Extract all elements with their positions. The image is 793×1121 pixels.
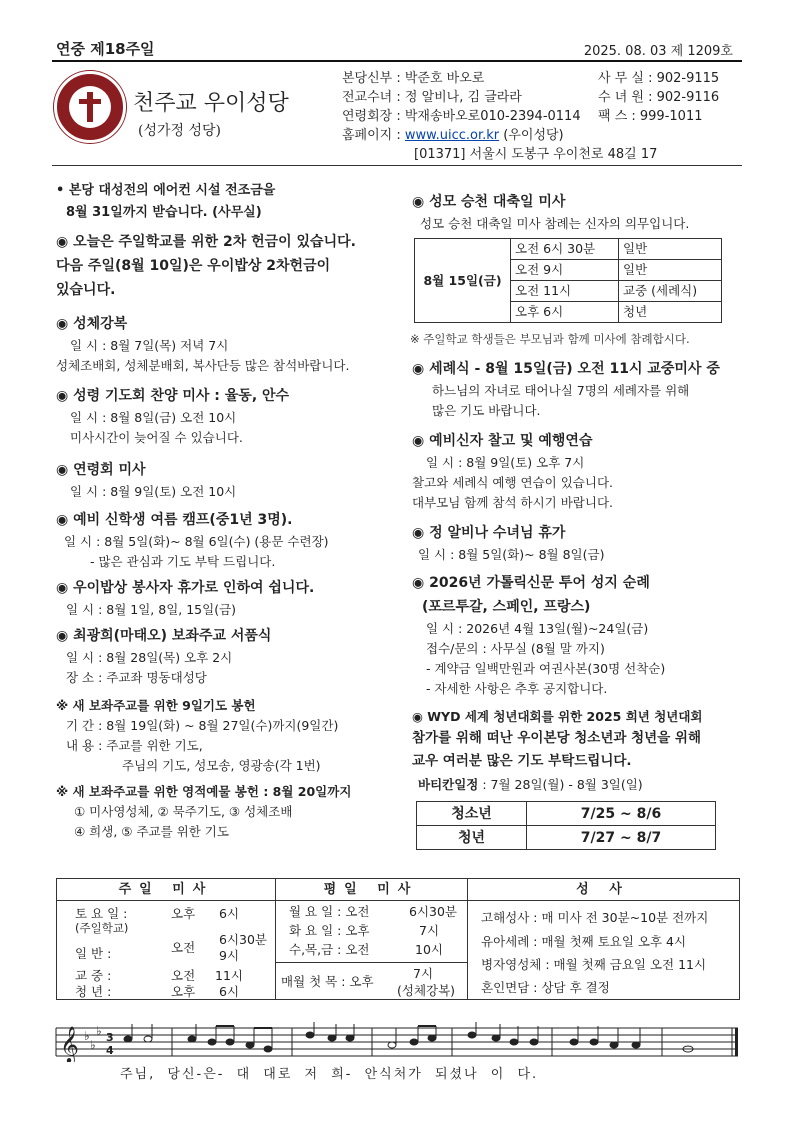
rehearsal-l1: 찰고와 세례식 예행 연습이 있습니다.	[412, 475, 613, 490]
top-rule	[52, 60, 742, 62]
treble-clef-icon: 𝄞	[60, 1025, 79, 1062]
novena-content-2: 주님의 기도, 성모송, 영광송(각 1번)	[122, 758, 321, 773]
wyd-l1: 참가를 위해 떠난 우이본당 청소년과 청년을 위해	[412, 730, 702, 746]
office-phone: 사 무 실 : 902-9115	[598, 71, 720, 86]
assumption-type: 청년	[619, 302, 722, 323]
info-address: [01371] 서울시 도봉구 우이천로 48길 17	[414, 147, 658, 162]
mass-schedule-box	[56, 878, 740, 1000]
youth-dates: 7/25 ~ 8/6	[527, 802, 716, 826]
youth-group: 청소년	[417, 802, 527, 826]
sun-main-hour: 11시	[215, 968, 243, 983]
assumption-day: 8월 15일(금)	[415, 239, 511, 323]
assumption-time: 오전 9시	[511, 260, 619, 281]
sun-sat-ampm: 오후	[171, 906, 196, 921]
baptism-title: ◉ 세례식 - 8월 15일(금) 오전 11시 교중미사 중	[412, 361, 720, 377]
sun-general-ampm: 오전	[171, 940, 196, 955]
assumption-time: 오전 11시	[511, 281, 619, 302]
wyd-l2: 교우 여러분 많은 기도 부탁드립니다.	[412, 753, 632, 769]
sun-sat-sub: (주일학교)	[75, 921, 129, 935]
contact-info	[598, 69, 719, 126]
divider	[275, 962, 467, 963]
weekday-mass-header: 평일 미사	[275, 879, 467, 901]
sun-main-label: 교 중 :	[75, 968, 112, 983]
bishop-place: 장 소 : 주교좌 명동대성당	[66, 670, 207, 685]
sun-youth-ampm: 오후	[171, 984, 196, 999]
wk-tue: 화 요 일 : 오후	[289, 923, 370, 938]
assumption-type: 교중 (세례식)	[619, 281, 722, 302]
youth-schedule-table	[416, 801, 716, 850]
rehearsal-l2: 대부모님 함께 참석 하시기 바랍니다.	[412, 495, 613, 510]
rehearsal-time: 일 시 : 8월 9일(토) 오후 7시	[426, 455, 585, 470]
pilgrimage-time: 일 시 : 2026년 4월 13일(월)~24일(금)	[426, 621, 649, 636]
info-pastor: 본당신부 : 박준호 바오로	[342, 71, 485, 86]
time-sig-top: 3	[106, 1031, 114, 1044]
music-staff	[52, 1022, 742, 1062]
sun-main-ampm: 오전	[171, 968, 196, 983]
header-rule	[52, 165, 742, 166]
baptism-l2: 많은 기도 바랍니다.	[432, 403, 541, 418]
youth-dates: 7/27 ~ 8/7	[527, 826, 716, 850]
student-note: ※ 주일학교 학생들은 부모님과 함께 미사에 참례합시다.	[410, 332, 690, 346]
collection-notice: ◉ 오늘은 주일학교를 위한 2차 헌금이 있습니다.	[56, 234, 356, 250]
right-column	[412, 190, 742, 850]
spirit-mass-time: 일 시 : 8월 8일(금) 오전 10시	[70, 410, 237, 425]
info-homepage: 홈페이지 : www.uicc.or.kr (우이성당)	[342, 128, 564, 143]
wk-wed: 수,목,금 : 오전	[289, 942, 370, 957]
youth-group: 청년	[417, 826, 527, 850]
elder-mass-time: 일 시 : 8월 9일(토) 오전 10시	[70, 484, 237, 499]
sacrament-sick-communion: 병자영성체 : 매월 첫째 금요일 오전 11시	[481, 957, 707, 972]
divider	[467, 879, 468, 999]
camp-title: ◉ 예비 신학생 여름 캠프(중1년 3명).	[56, 512, 293, 528]
rice-time: 일 시 : 8월 1일, 8일, 15일(금)	[66, 602, 237, 617]
vacation-time: 일 시 : 8월 5일(화)~ 8월 8일(금)	[418, 547, 605, 562]
wk-mon-hour: 6시30분	[409, 904, 458, 919]
time-sig-bottom: 4	[106, 1044, 114, 1057]
info-sisters: 전교수녀 : 정 알비나, 김 글라라	[342, 90, 522, 105]
collection-next: 다음 주일(8월 10일)은 우이밥상 2차헌금이	[56, 258, 331, 274]
assumption-time: 오전 6시 30분	[511, 239, 619, 260]
wk-first-hour: 7시	[413, 966, 434, 981]
camp-time: 일 시 : 8월 5일(화)~ 8월 6일(수) (용문 수련장)	[64, 534, 329, 549]
wk-tue-hour: 7시	[419, 923, 440, 938]
sun-sat-hour: 6시	[219, 906, 240, 921]
week-title: 연중 제18주일	[56, 40, 155, 58]
novena-title: ※ 새 보좌주교를 위한 9일기도 봉헌	[56, 698, 256, 713]
fax-number: 팩 스 : 999-1011	[598, 109, 703, 124]
novena-content: 내 용 : 주교를 위한 기도,	[66, 738, 203, 753]
spiritual-gift-l2: ④ 희생, ⑤ 주교를 위한 기도	[74, 824, 229, 839]
music-notes	[124, 1022, 693, 1052]
vatican-schedule: 바티칸일정 : 7월 28일(월) - 8월 3일(일)	[418, 777, 643, 792]
holy-hour-note: 성체조배회, 성체분배회, 복사단등 많은 참석바랍니다.	[56, 358, 350, 373]
svg-text:♭: ♭	[84, 1029, 90, 1043]
sacrament-confession: 고해성사 : 매 미사 전 30분~10분 전까지	[481, 910, 709, 925]
pilgrimage-contact: 접수/문의 : 사무실 (8월 말 까지)	[426, 641, 605, 656]
elder-mass-title: ◉ 연령회 미사	[56, 462, 146, 478]
bishop-title: ◉ 최광희(마태오) 보좌주교 서품식	[56, 628, 272, 644]
sun-youth-hour: 6시	[219, 984, 240, 999]
svg-text:♭: ♭	[90, 1038, 96, 1052]
pilgrimage-countries: (포르투갈, 스페인, 프랑스)	[422, 599, 591, 615]
collection-next-2: 있습니다.	[56, 282, 116, 298]
spiritual-gift-l1: ① 미사영성체, ② 묵주기도, ③ 성체조배	[74, 804, 293, 819]
spirit-mass-note: 미사시간이 늦어질 수 있습니다.	[70, 430, 243, 445]
rehearsal-title: ◉ 예비신자 찰고 및 예행연습	[412, 433, 593, 449]
assumption-note: 성모 승천 대축일 미사 참례는 신자의 의무입니다.	[420, 216, 690, 231]
sun-general-label: 일 반 :	[75, 946, 112, 961]
homepage-link[interactable]: www.uicc.or.kr	[404, 128, 500, 143]
parish-logo	[54, 71, 126, 143]
parish-subtitle: (성가정 성당)	[138, 123, 221, 139]
issue-date: 2025. 08. 03 제 1209호	[583, 44, 733, 59]
sun-sat-label: 토 요 일 :	[75, 906, 128, 921]
assumption-time: 오후 6시	[511, 302, 619, 323]
baptism-l1: 하느님의 자녀로 태어나실 7명의 세례자를 위해	[432, 383, 690, 398]
parish-name: 천주교 우이성당	[133, 91, 289, 116]
assumption-type: 일반	[619, 239, 722, 260]
wyd-title: ◉ WYD 세계 청년대회를 위한 2025 희년 청년대회	[412, 709, 703, 724]
pilgrimage-detail: - 자세한 사항은 추후 공지합니다.	[426, 681, 608, 696]
novena-period: 기 간 : 8월 19일(화) ~ 8월 27일(수)까지(9일간)	[66, 718, 339, 733]
wk-first-thu: 매월 첫 목 : 오후	[281, 974, 374, 989]
sun-youth-label: 청 년 :	[75, 984, 112, 999]
wk-mon: 월 요 일 : 오전	[289, 904, 370, 919]
holy-hour-time: 일 시 : 8월 7일(목) 저녁 7시	[70, 338, 229, 353]
sunday-mass-header: 주일 미사	[57, 879, 275, 901]
camp-note: - 많은 관심과 기도 부탁 드립니다.	[90, 554, 276, 569]
pilgrimage-title: ◉ 2026년 가톨릭신문 투어 성지 순례	[412, 575, 650, 591]
sacrament-infant-baptism: 유아세례 : 매월 첫째 토요일 오후 4시	[481, 934, 687, 949]
assumption-title: ◉ 성모 승천 대축일 미사	[412, 194, 566, 210]
sun-general-hour-2: 9시	[219, 948, 240, 963]
wk-first-note: (성체강복)	[397, 983, 456, 998]
music-lyrics: 주님, 당신-은- 대 대로 저 희- 안식처가 되셨나 이 다.	[120, 1067, 539, 1082]
holy-hour-title: ◉ 성체강복	[56, 316, 128, 332]
convent-phone: 수 녀 원 : 902-9116	[598, 90, 720, 105]
sacrament-header: 성 사	[467, 879, 739, 901]
rice-title: ◉ 우이밥상 봉사자 휴가로 인하여 쉽니다.	[56, 580, 315, 596]
left-column	[56, 180, 396, 842]
sun-general-hour-1: 6시30분	[219, 932, 268, 947]
spirit-mass-title: ◉ 성령 기도회 찬양 미사 : 율동, 안수	[56, 388, 290, 404]
spiritual-gift-title: ※ 새 보좌주교를 위한 영적예물 봉헌 : 8월 20일까지	[56, 784, 352, 799]
wk-wed-hour: 10시	[415, 942, 443, 957]
bishop-time: 일 시 : 8월 28일(목) 오후 2시	[66, 650, 233, 665]
aircon-notice-l1: • 본당 대성전의 에어컨 시설 전조금을	[56, 183, 276, 198]
svg-text:♭: ♭	[96, 1024, 102, 1038]
assumption-mass-table	[414, 238, 722, 323]
vacation-title: ◉ 정 알비나 수녀님 휴가	[412, 525, 566, 541]
assumption-type: 일반	[619, 260, 722, 281]
info-funeral: 연령회장 : 박재송바오로010-2394-0114	[342, 109, 581, 124]
divider	[275, 879, 276, 999]
aircon-notice-l2: 8월 31일까지 받습니다. (사무실)	[66, 205, 262, 220]
pilgrimage-deposit: - 계약금 일백만원과 여권사본(30명 선착순)	[426, 661, 666, 676]
sacrament-marriage: 혼인면담 : 상담 후 결정	[481, 980, 610, 995]
